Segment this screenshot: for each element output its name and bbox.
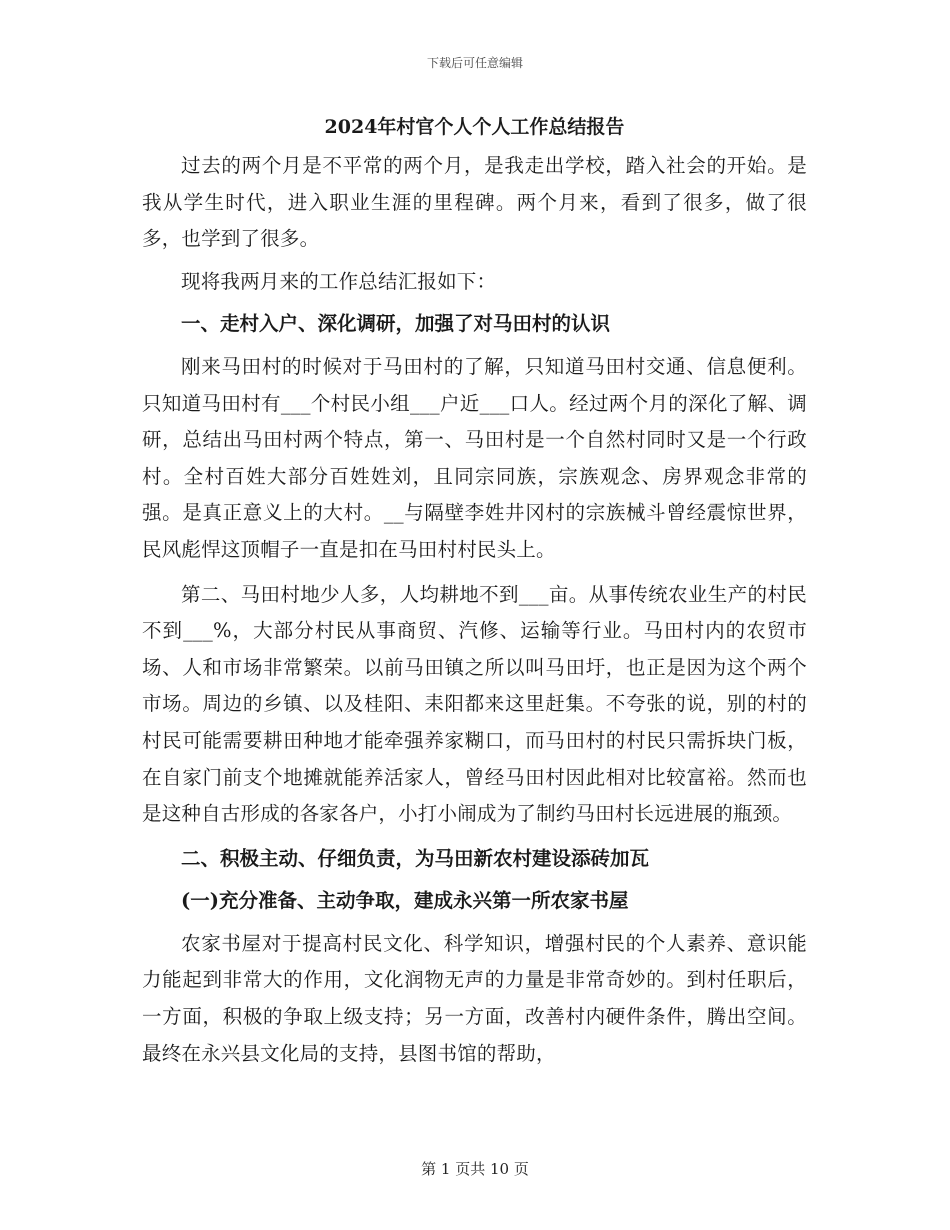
section-1-paragraph-1: 刚来马田村的时候对于马田村的了解，只知道马田村交通、信息便利。只知道马田村有___个村民小组___户近___口人。经过两个月的深化了解、调研，总结出马田村两个特点，第一、马田村是一个自然村同时又是一个行政村。全村百姓大部分百姓姓刘，且同宗同族，宗族观念、房界观念非常的强。是真正意义上的大村。__与隔壁李姓井冈村的宗族械斗曾经震惊世界，民风彪悍这顶帽子一直是扣在马田村村民头上。	[142, 354, 807, 561]
summary-intro-paragraph: 现将我两月来的工作总结汇报如下：	[181, 269, 497, 293]
subsection-1-paragraph: 农家书屋对于提高村民文化、科学知识，增强村民的个人素养、意识能力能起到非常大的作用，文化润物无声的力量是非常奇妙的。到村任职后，一方面，积极的争取上级支持；另一方面，改善村内硬件条件，腾出空间。最终在永兴县文化局的支持，县图书馆的帮助，	[142, 931, 807, 1065]
section-1-paragraph-2: 第二、马田村地少人多，人均耕地不到___亩。从事传统农业生产的村民不到___%，大部分村民从事商贸、汽修、运输等行业。马田村内的农贸市场、人和市场非常繁荣。以前马田镇之所以叫马田圩，也正是因为这个两个市场。周边的乡镇、以及桂阳、耒阳都来这里赶集。不夸张的说，别的村的村民可能需要耕田种地才能牵强养家糊口，而马田村的村民只需拆块门板，在自家门前支个地摊就能养活家人，曾经马田村因此相对比较富裕。然而也是这种自古形成的各家各户，小打小闹成为了制约马田村长远进展的瓶颈。	[142, 582, 807, 826]
section-heading-2: 二、积极主动、仔细负责，为马田新农村建设添砖加瓦	[181, 846, 650, 870]
section-heading-1: 一、走村入户、深化调研，加强了对马田村的认识	[181, 312, 611, 336]
document-title: 2024年村官个人个人工作总结报告	[324, 116, 625, 138]
document-body	[142, 112, 807, 1072]
subsection-heading-1: (一)充分准备、主动争取，建成永兴第一所农家书屋	[181, 889, 629, 913]
page-footer: 第 1 页共 10 页	[421, 1160, 529, 1178]
intro-paragraph: 过去的两个月是不平常的两个月，是我走出学校，踏入社会的开始。是我从学生时代，进入职业生涯的里程碑。两个月来，看到了很多，做了很多，也学到了很多。	[142, 154, 807, 251]
page-header: 下载后可任意编辑	[426, 56, 523, 70]
